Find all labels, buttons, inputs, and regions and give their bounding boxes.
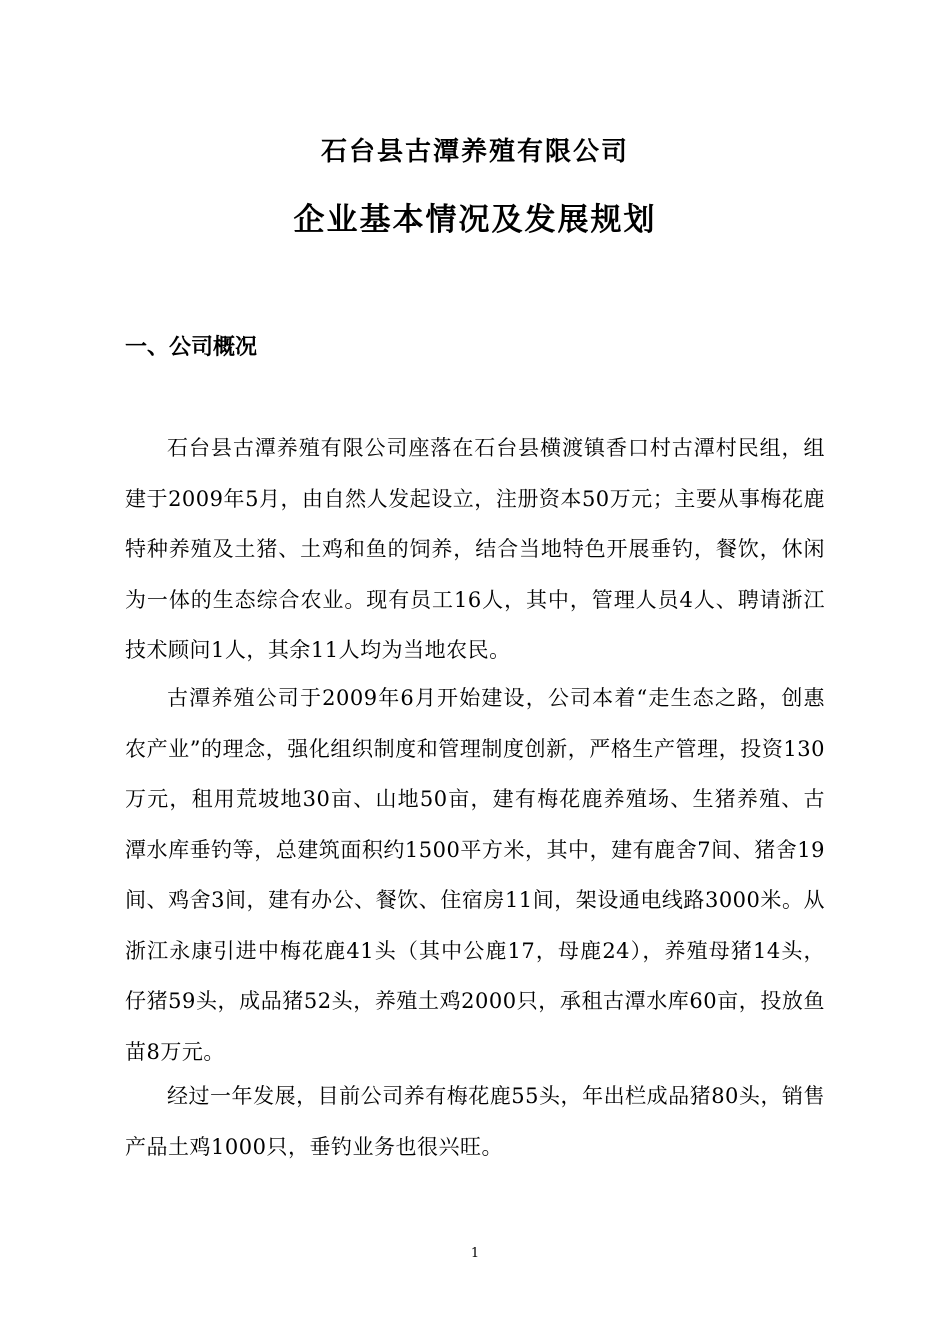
page-number: 1 <box>470 1246 480 1261</box>
paragraph-development: 经过一年发展，目前公司养有梅花鹿55头，年出栏成品猪80头，销售产品土鸡1000只，垂钓业务也很兴旺。 <box>125 1084 825 1159</box>
paragraph-company-overview: 石台县古潭养殖有限公司座落在石台县横渡镇香口村古潭村民组，组建于2009年5月，由自然人发起设立，注册资本50万元；主要从事梅花鹿特种养殖及土猪、土鸡和鱼的饲养，结合当地特色开展垂钓，餐饮，休闲为一体的生态综合农业。现有员工16人，其中，管理人员4人、聘请浙江技术顾问1人，其余11人均为当地农民。 <box>125 436 825 662</box>
section-heading: 一、公司概况 <box>125 335 258 360</box>
company-title: 石台县古潭养殖有限公司 <box>320 137 629 167</box>
paragraph-construction: 古潭养殖公司于2009年6月开始建设，公司本着“走生态之路，创惠农产业”的理念，强化组织制度和管理制度创新，严格生产管理，投资130万元，租用荒坡地30亩、山地50亩，建有梅花鹿养殖场、生猪养殖、古潭水库垂钓等，总建筑面积约1500平方米，其中，建有鹿舍7间、猪舍19间、鸡舍3间，建有办公、餐饮、住宿房11间，架设通电线路3000米。从浙江永康引进中梅花鹿41头（其中公鹿17，母鹿24），养殖母猪14头，仔猪59头，成品猪52头，养殖土鸡2000只，承租古潭水库60亩，投放鱼苗8万元。 <box>125 686 825 1064</box>
document-title: 企业基本情况及发展规划 <box>293 202 657 238</box>
